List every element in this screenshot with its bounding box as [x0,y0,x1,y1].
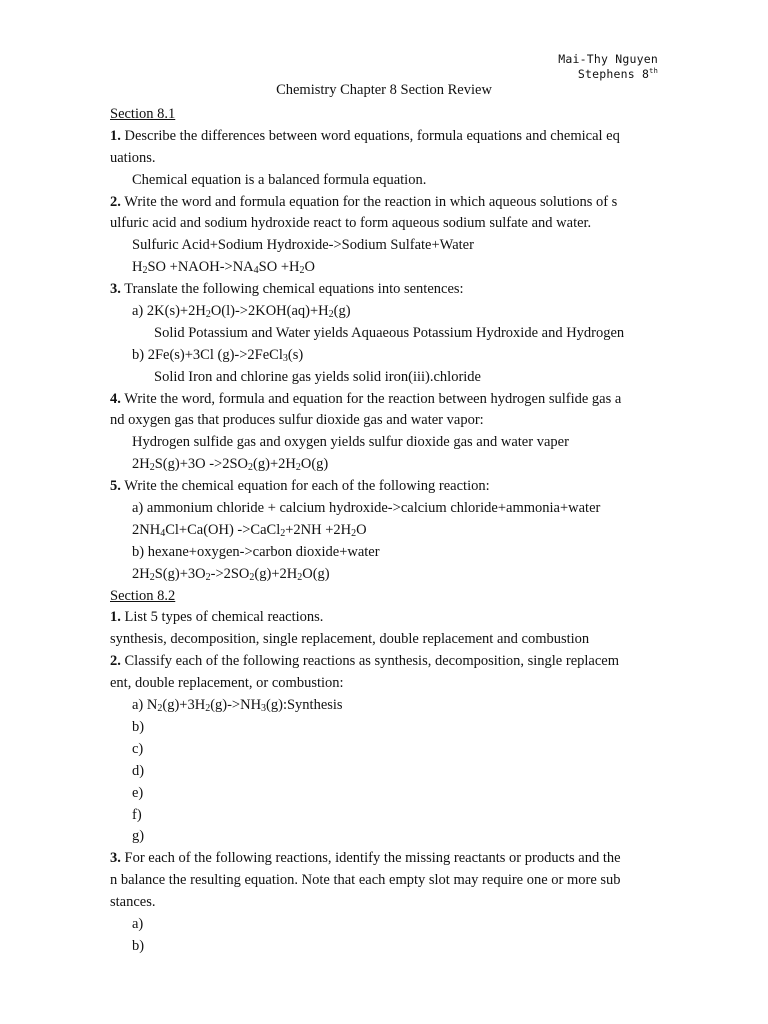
line-text: Describe the differences between word equations, formula equations and chemical eq [120,127,620,144]
text-line [110,192,658,214]
section-heading: Section 8.1 [110,106,176,122]
text-line [110,805,658,827]
formula-text: b) 2Fe(s)+3Cl (g)->2FeCl [132,346,283,363]
text-line [110,367,658,389]
text-line [110,914,658,936]
line-text: Write the word, formula and equation for the reaction between hydrogen sulfide gas a [120,390,622,407]
formula-text: 2NH [132,521,161,538]
formula-text: (g)+3H [162,697,206,714]
text-line [110,586,658,608]
question-number: 5. [110,478,121,495]
line-text: uations. [110,149,156,166]
text-line [110,410,658,432]
line-text: Translate the following chemical equations into sentences: [120,281,464,298]
line-text: c) [132,740,144,757]
subscript: 3 [261,703,267,715]
formula-text: 2H [132,456,150,473]
subscript: 2 [142,265,148,277]
text-line [110,104,658,126]
section-heading: Section 8.2 [110,587,176,604]
text-line [110,301,658,323]
text-line [110,498,658,520]
formula-text: SO +NAOH->NA [147,259,254,276]
text-line [110,389,658,411]
text-line [110,629,658,651]
text-line [110,564,658,586]
formula-text: Cl+Ca(OH) ->CaCl [165,521,281,538]
text-line [110,170,658,192]
line-text: b) [132,718,145,735]
line-text: Sulfuric Acid+Sodium Hydroxide->Sodium Sulfate+Water [132,237,474,254]
line-text: ulfuric acid and sodium hydroxide react to form aqueous sodium sulfate and water. [110,215,592,232]
line-text: Chemical equation is a balanced formula equation. [132,171,427,188]
text-line [110,826,658,848]
text-line [110,213,658,235]
text-line [110,783,658,805]
line-text: Solid Iron and chlorine gas yields solid iron(iii).chloride [154,368,481,385]
text-line [110,739,658,761]
text-line [110,651,658,673]
formula-text: S(g)+3O [154,565,206,582]
question-number: 2. [110,653,121,670]
line-text: nd oxygen gas that produces sulfur dioxide gas and water vapor: [110,412,484,429]
formula-text: a) N [132,697,158,714]
line-text: Write the word and formula equation for the reaction in which aqueous solutions of s [120,193,618,210]
question-number: 1. [110,609,121,626]
formula-text: SO +H [258,259,300,276]
text-line [110,761,658,783]
author-name: Mai-Thy Nguyen [558,52,658,66]
subscript: 2 [295,462,301,474]
line-text: Solid Potassium and Water yields Aquaeous Potassium Hydroxide and Hydrogen [154,324,625,341]
subscript: 2 [297,571,303,583]
class-period-text: Stephens 8 [577,67,650,81]
formula-text: H [132,259,143,276]
subscript: 2 [205,571,211,583]
formula-text: O [304,259,315,276]
line-text: stances. [110,894,156,911]
class-period-suffix: th [649,67,658,76]
text-line [110,279,658,301]
text-line [110,717,658,739]
text-line [110,345,658,367]
formula-text: a) 2K(s)+2H [132,303,206,320]
line-text: a) [132,915,144,932]
question-number: 1. [110,127,121,144]
line-text: For each of the following reactions, identify the missing reactants or products and the [120,850,621,867]
subscript: 3 [282,352,288,364]
text-line [110,542,658,564]
line-text: Hydrogen sulfide gas and oxygen yields sulfur dioxide gas and water vaper [132,434,569,451]
formula-text: (g) [333,303,351,320]
text-line [110,695,658,717]
text-line [110,520,658,542]
formula-text: S(g)+3O ->2SO [154,456,249,473]
formula-text: (g)+2H [254,565,298,582]
line-text: g) [132,828,145,845]
formula-text: O [356,521,367,538]
formula-text: O(l)->2KOH(aq)+H [210,303,329,320]
line-text: n balance the resulting equation. Note that each empty slot may require one or more sub [110,872,621,889]
document-body [110,104,658,958]
subscript: 2 [248,462,254,474]
subscript: 2 [351,527,357,539]
formula-text: O(g) [300,456,329,473]
formula-text: 2H [132,565,150,582]
line-text: Write the chemical equation for each of the following reaction: [120,478,490,495]
formula-text: O(g) [302,565,330,582]
text-line [110,454,658,476]
text-line [110,936,658,958]
question-number: 3. [110,281,121,298]
line-text: b) [132,937,145,954]
text-line [110,673,658,695]
question-number: 4. [110,390,121,407]
text-line [110,235,658,257]
line-text: List 5 types of chemical reactions. [120,609,324,626]
text-line [110,126,658,148]
subscript: 2 [149,462,155,474]
class-period [578,67,658,81]
line-text: b) hexane+oxygen->carbon dioxide+water [132,543,380,560]
formula-text: (g)+2H [253,456,296,473]
text-line [110,323,658,345]
subscript: 4 [160,527,166,539]
formula-text: +2NH +2H [285,521,352,538]
line-text: f) [132,806,142,823]
text-line [110,607,658,629]
formula-text: (s) [287,346,304,363]
subscript: 4 [253,265,259,277]
text-line [110,148,658,170]
subscript: 2 [299,265,305,277]
subscript: 2 [157,703,163,715]
subscript: 2 [205,309,211,321]
subscript: 2 [205,703,211,715]
text-line [110,892,658,914]
text-line [110,870,658,892]
formula-text: (g)->NH [210,697,262,714]
subscript: 2 [249,571,255,583]
subscript: 2 [328,309,334,321]
line-text: d) [132,762,145,779]
line-text: synthesis, decomposition, single replacement, double replacement and combustion [110,631,590,648]
text-line [110,476,658,498]
subscript: 2 [149,571,155,583]
formula-text: ->2SO [210,565,250,582]
subscript: 2 [280,527,286,539]
text-line [110,432,658,454]
text-line [110,848,658,870]
question-number: 2. [110,193,121,210]
formula-text: (g):Synthesis [266,697,343,714]
line-text: ent, double replacement, or combustion: [110,675,344,692]
question-number: 3. [110,850,121,867]
line-text: a) ammonium chloride + calcium hydroxide->calcium chloride+ammonia+water [132,500,601,517]
line-text: e) [132,784,144,801]
text-line [110,257,658,279]
line-text: Classify each of the following reactions as synthesis, decomposition, single replacem [120,653,619,670]
document-title: Chemistry Chapter 8 Section Review [276,82,492,98]
